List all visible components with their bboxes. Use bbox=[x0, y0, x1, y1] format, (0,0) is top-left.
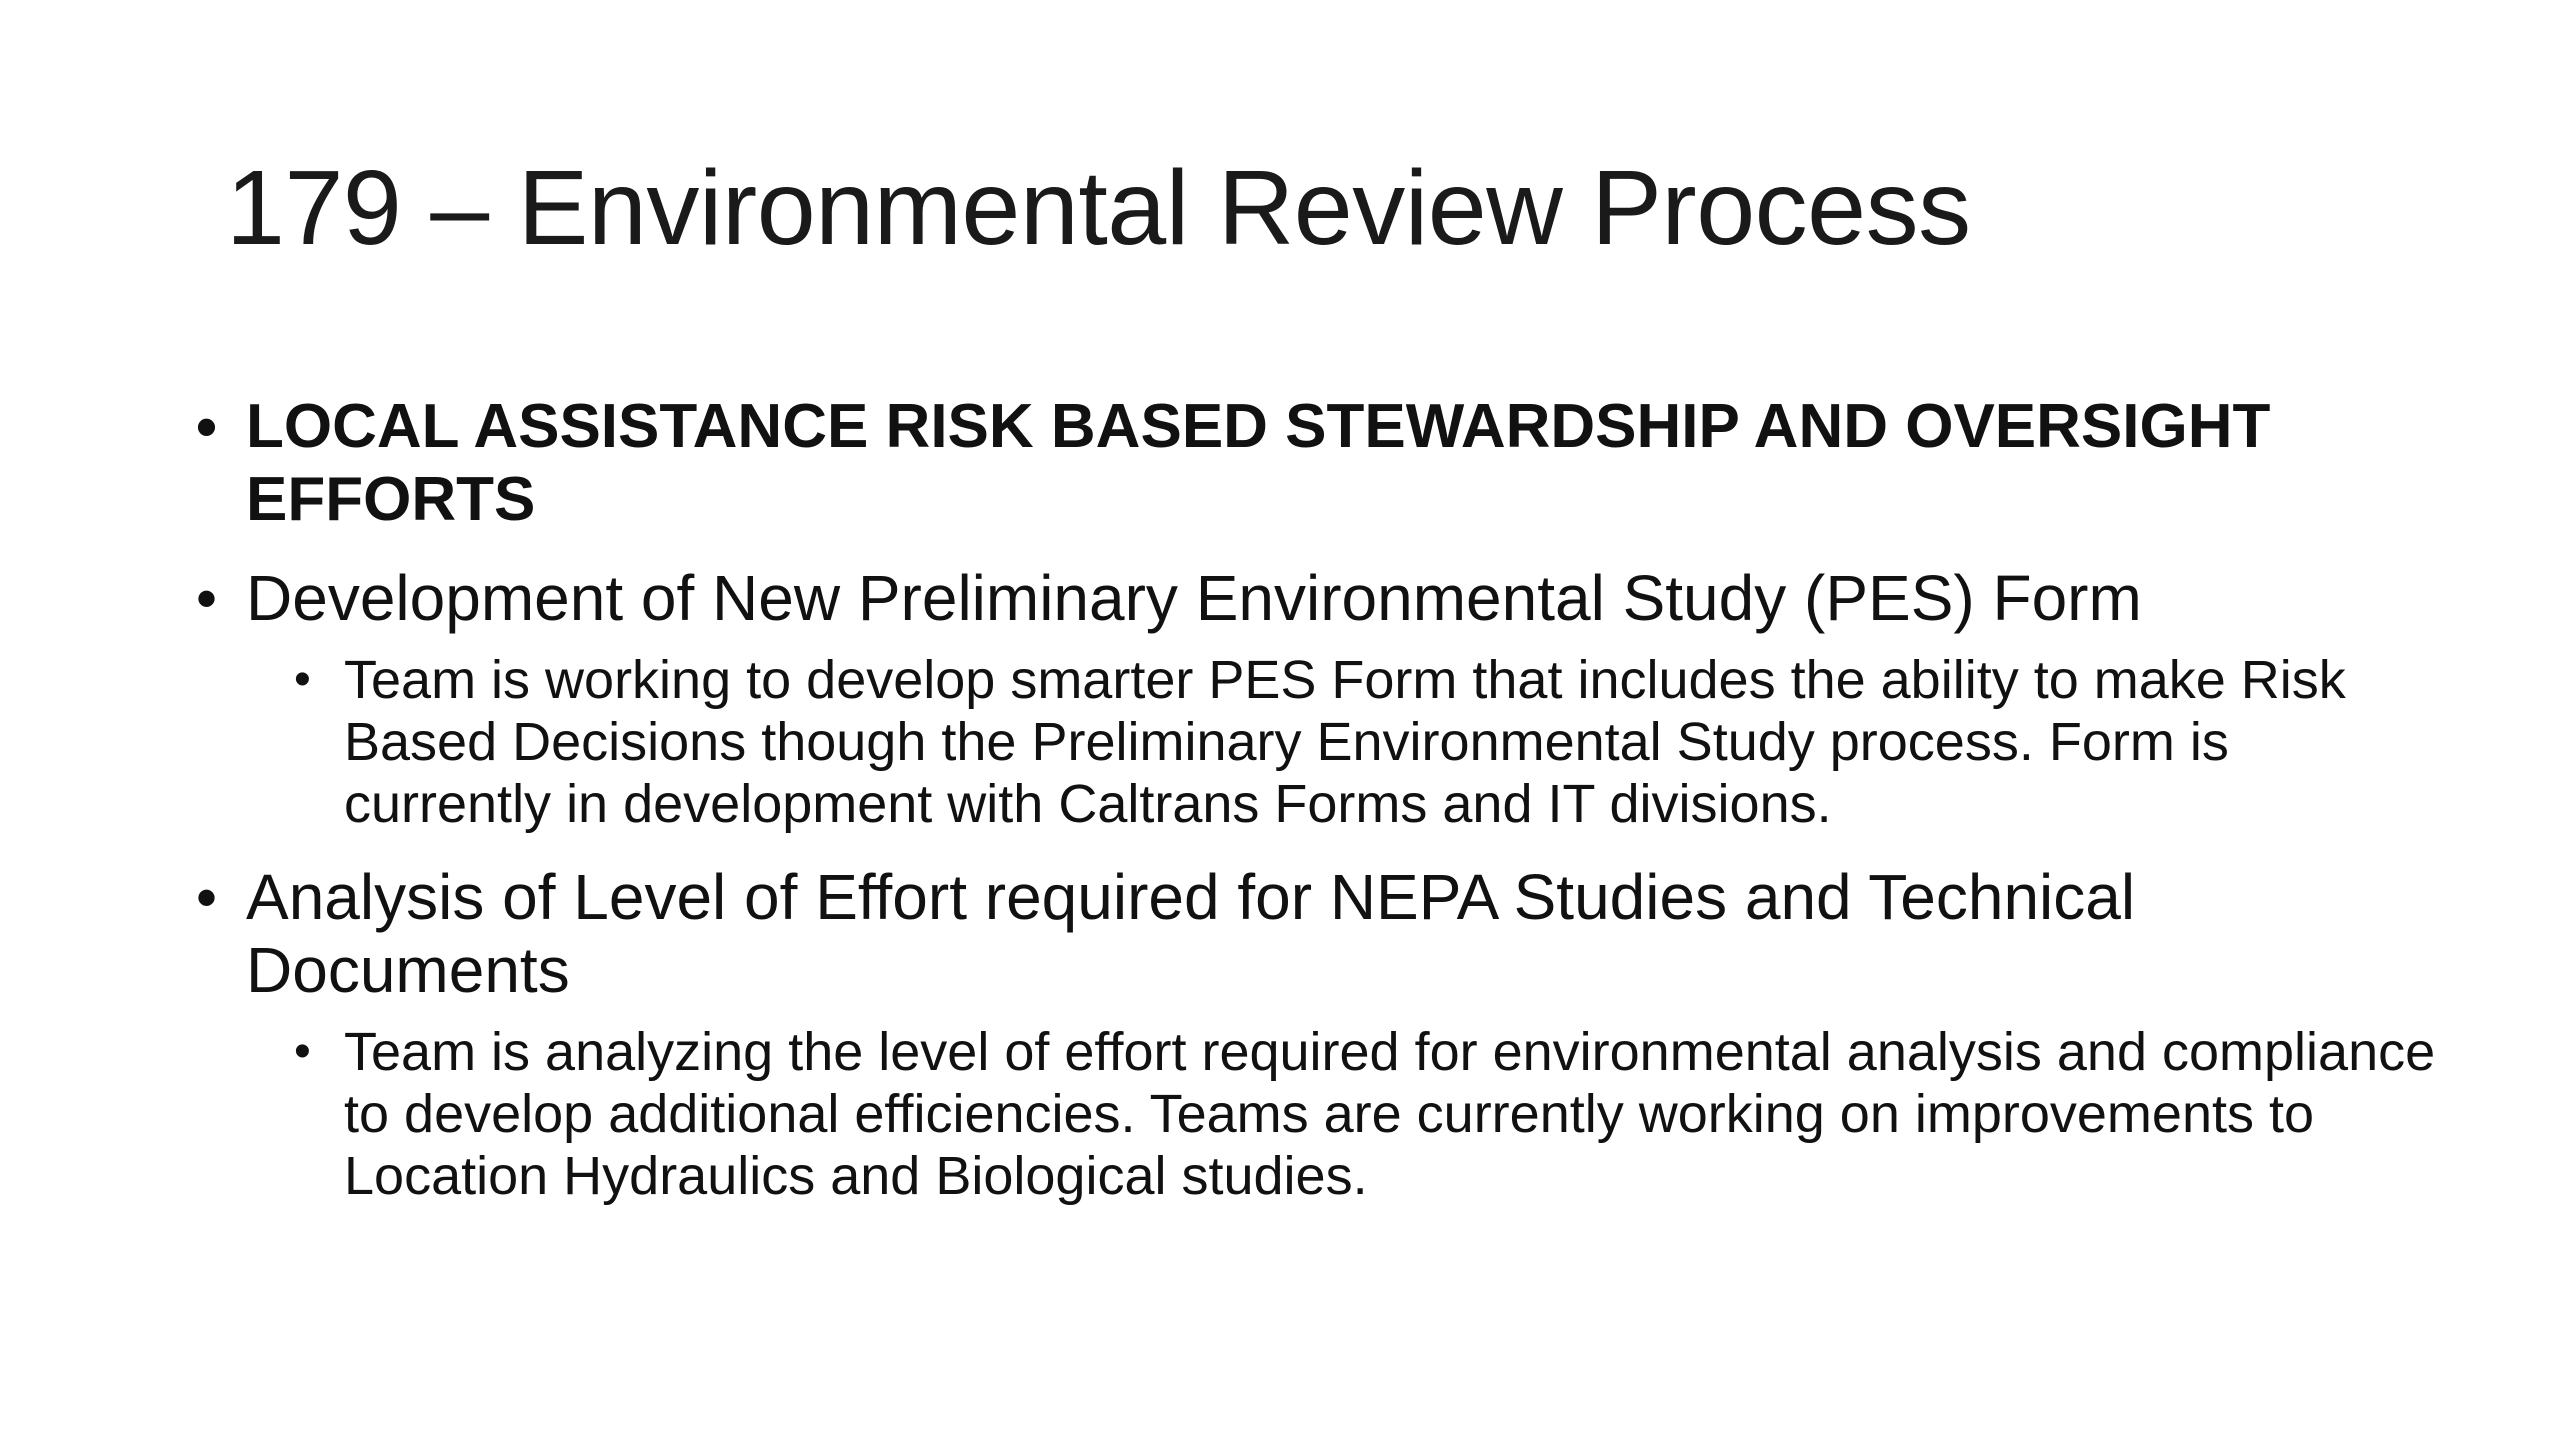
slide-body bbox=[196, 390, 2436, 1207]
sub-bullet-item bbox=[196, 1021, 2436, 1207]
bullet-dot: • bbox=[196, 565, 218, 632]
sub-bullet-item bbox=[196, 649, 2436, 835]
sub-bullet-text: Team is analyzing the level of effort required for environmental analysis and compliance to develop additional efficiencies. Teams are currently working on improvements to Location Hydraulics and Biological studies. bbox=[344, 1022, 2436, 1206]
bullet-item bbox=[196, 562, 2436, 635]
bullet-dot: • bbox=[196, 864, 218, 931]
bullet-item bbox=[196, 861, 2436, 1007]
sub-bullet-text: Team is working to develop smarter PES Form that includes the ability to make Risk Based Decisions though the Preliminary Environmental Study process. Form is currently in development with Caltrans Forms and IT divisions. bbox=[344, 650, 2346, 834]
bullet-dot: • bbox=[196, 393, 218, 460]
bullet-item bbox=[196, 390, 2436, 536]
bullet-text: Development of New Preliminary Environmental Study (PES) Form bbox=[246, 562, 2142, 634]
sub-bullet-dot: • bbox=[294, 653, 311, 706]
bullet-text: LOCAL ASSISTANCE RISK BASED STEWARDSHIP AND OVERSIGHT EFFORTS bbox=[246, 392, 2271, 534]
slide-title: 179 – Environmental Review Process bbox=[226, 149, 1971, 267]
sub-bullet-dot: • bbox=[294, 1025, 311, 1078]
bullet-text: Analysis of Level of Effort required for NEPA Studies and Technical Documents bbox=[246, 861, 2136, 1006]
